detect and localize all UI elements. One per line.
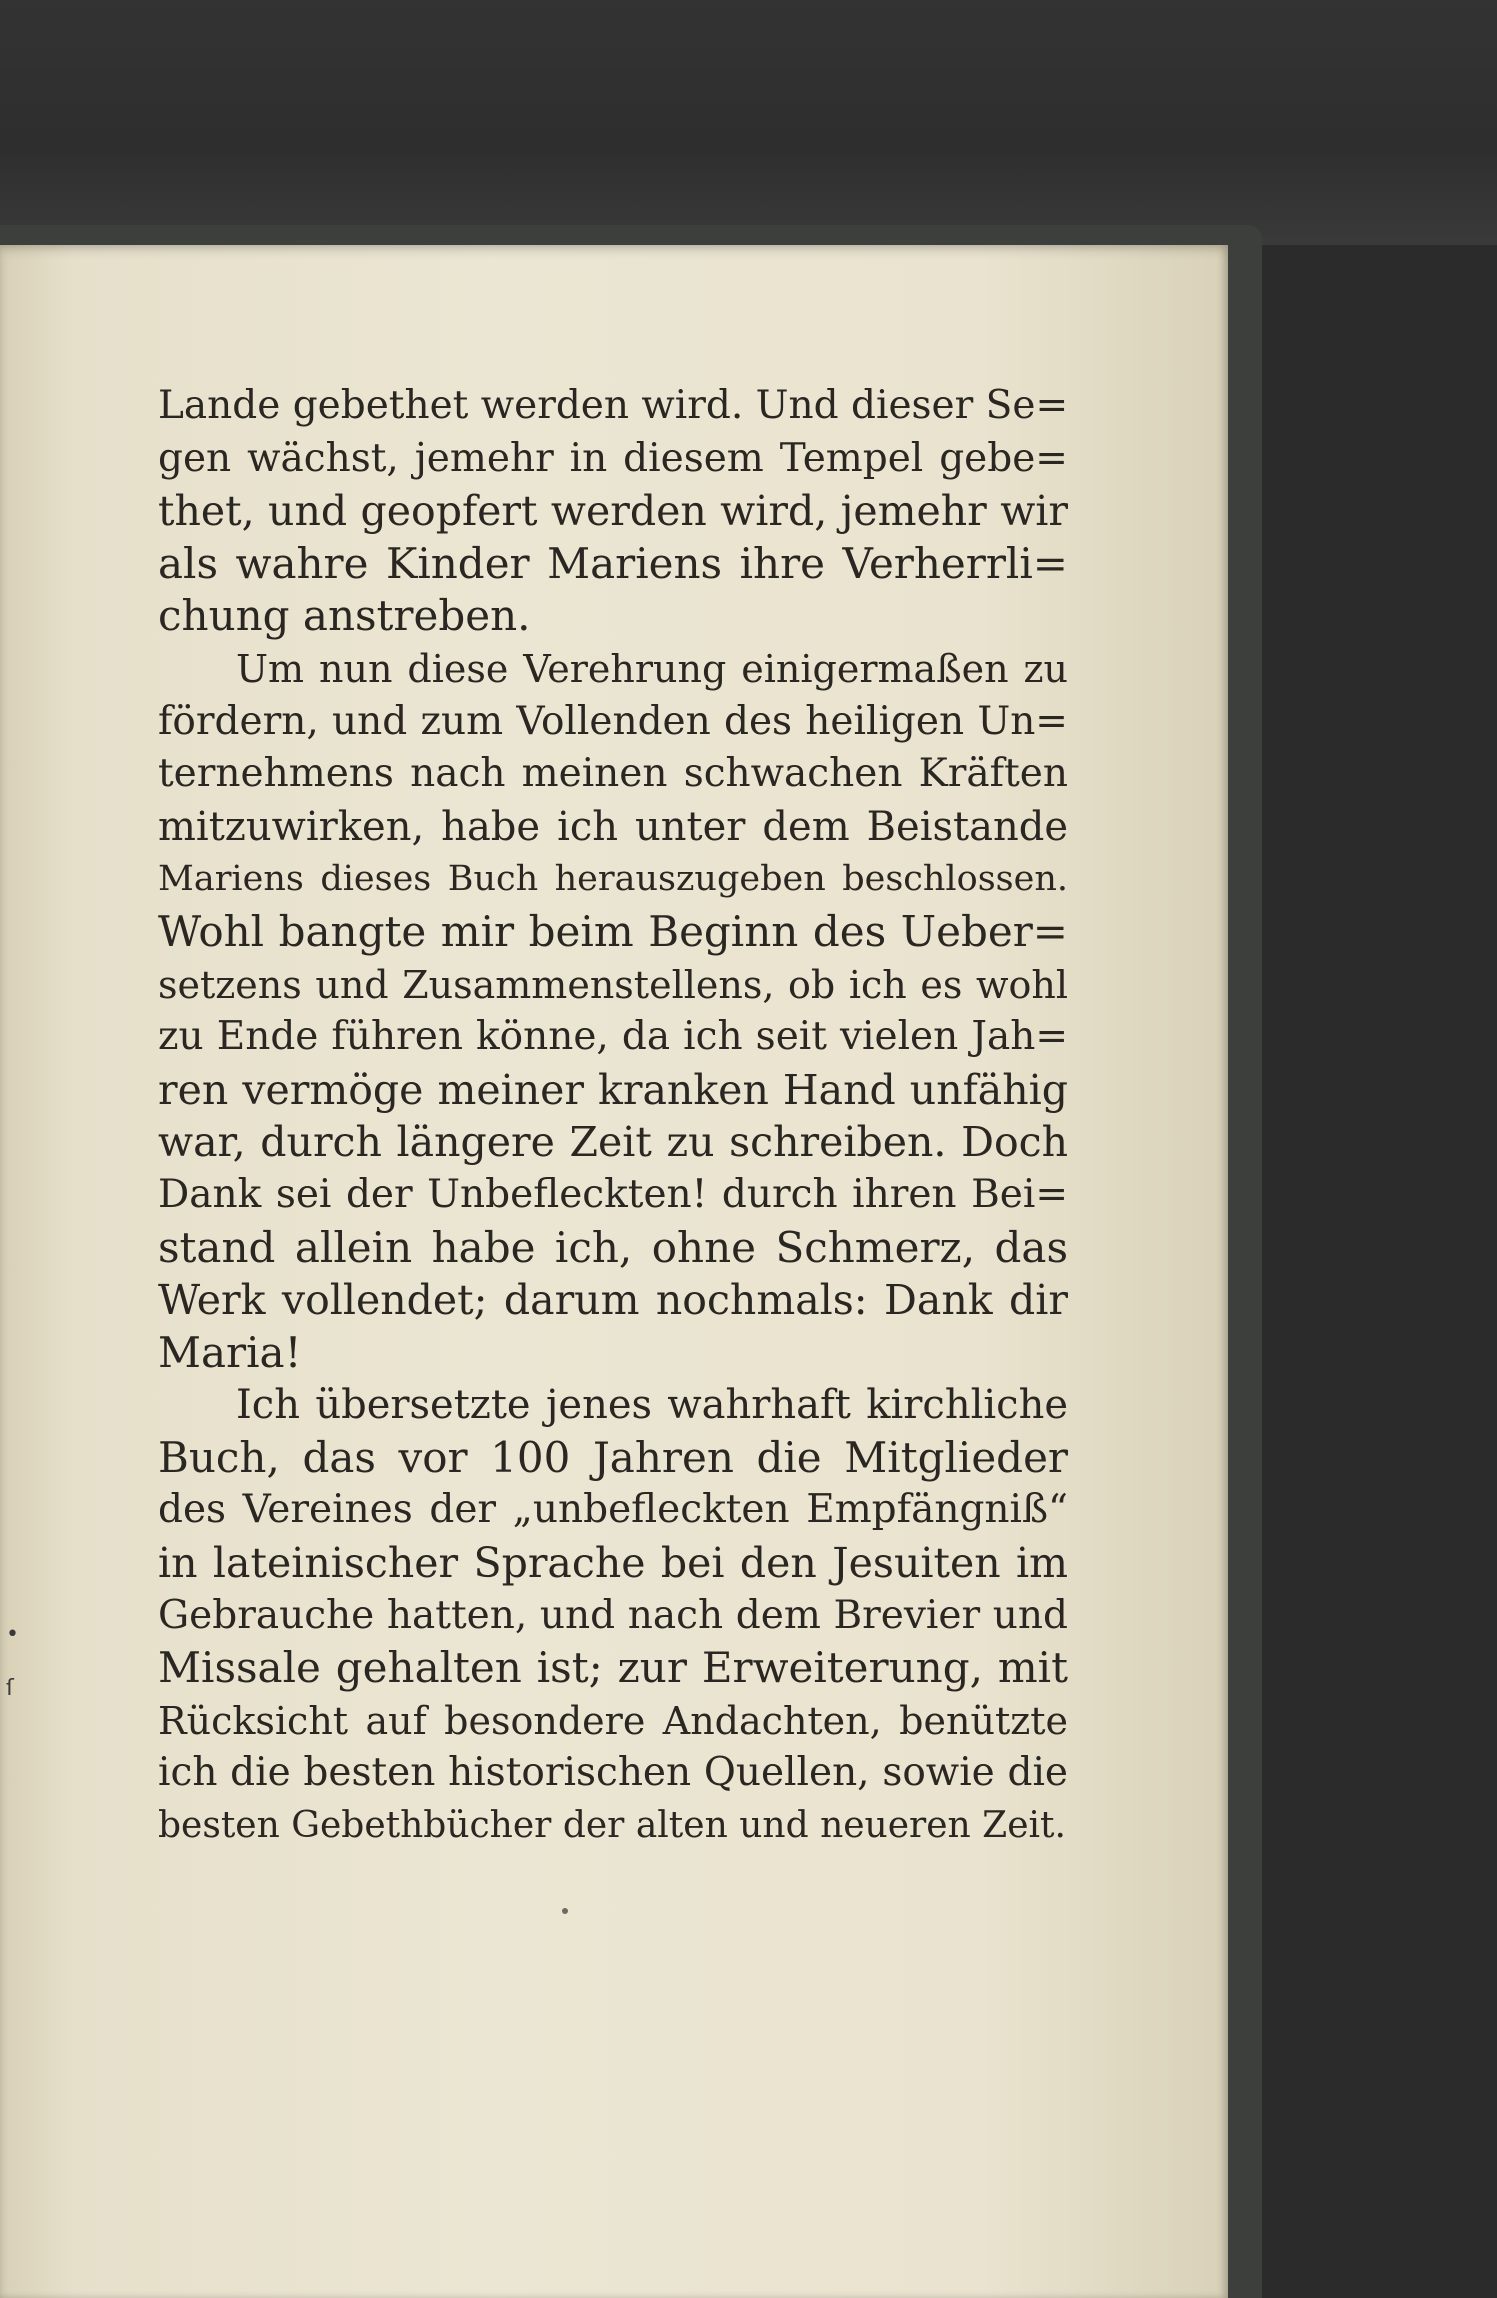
text-line: in lateinischer Sprache bei den Jesuiten im bbox=[158, 1539, 1068, 1588]
text-line: Lande gebethet werden wird. Und dieser Se= bbox=[158, 383, 1069, 428]
text-line: Missale gehalten ist; zur Erweiterung, mit bbox=[158, 1643, 1068, 1693]
text-line: Werk vollendet; darum nochmals: Dank dir bbox=[158, 1276, 1068, 1325]
background-dark-surface bbox=[0, 0, 1497, 245]
text-line: stand allein habe ich, ohne Schmerz, das bbox=[158, 1222, 1068, 1272]
text-line: ich die besten historischen Quellen, sowie die bbox=[158, 1750, 1068, 1796]
margin-mark: • bbox=[6, 1622, 19, 1647]
text-line: Maria! bbox=[158, 1327, 302, 1377]
text-line: ternehmens nach meinen schwachen Kräften bbox=[158, 751, 1068, 797]
text-line: gen wächst, jemehr in diesem Tempel gebe= bbox=[158, 435, 1068, 481]
text-line: Mariens dieses Buch herauszugeben beschlossen. bbox=[158, 859, 1068, 900]
text-line: war, durch längere Zeit zu schreiben. Doch bbox=[158, 1118, 1068, 1167]
text-line: Rücksicht auf besondere Andachten, benützte bbox=[158, 1698, 1068, 1743]
text-line: Um nun diese Verehrung einigermaßen zu bbox=[236, 646, 1068, 691]
text-line: Gebrauche hatten, und nach dem Brevier und bbox=[158, 1592, 1068, 1638]
text-line: mitzuwirken, habe ich unter dem Beistande bbox=[158, 803, 1068, 850]
text-line: zu Ende führen könne, da ich seit vielen Jah= bbox=[158, 1014, 1068, 1060]
ink-speck bbox=[562, 1908, 568, 1914]
margin-mark: ſ bbox=[6, 1676, 14, 1701]
text-line: thet, und geopfert werden wird, jemehr wir bbox=[158, 487, 1068, 536]
text-line: chung anstreben. bbox=[158, 591, 531, 641]
text-line: fördern, und zum Vollenden des heiligen Un= bbox=[158, 698, 1068, 744]
text-line: besten Gebethbücher der alten und neueren Zeit. bbox=[158, 1805, 1066, 1847]
text-line: Dank sei der Unbefleckten! durch ihren Bei= bbox=[158, 1171, 1068, 1217]
page-text bbox=[158, 380, 1068, 1853]
text-line: des Vereines der „unbefleckten Empfängniß“ bbox=[158, 1487, 1068, 1533]
text-line: Buch, das vor 100 Jahren die Mitglieder bbox=[158, 1432, 1068, 1482]
text-line: Wohl bangte mir beim Beginn des Ueber= bbox=[158, 906, 1068, 956]
text-line: setzens und Zusammenstellens, ob ich es wohl bbox=[158, 962, 1068, 1007]
text-line: als wahre Kinder Mariens ihre Verherrli= bbox=[158, 538, 1068, 588]
text-line: Ich übersetzte jenes wahrhaft kirchliche bbox=[236, 1382, 1068, 1429]
text-line: ren vermöge meiner kranken Hand unfähig bbox=[158, 1065, 1068, 1114]
